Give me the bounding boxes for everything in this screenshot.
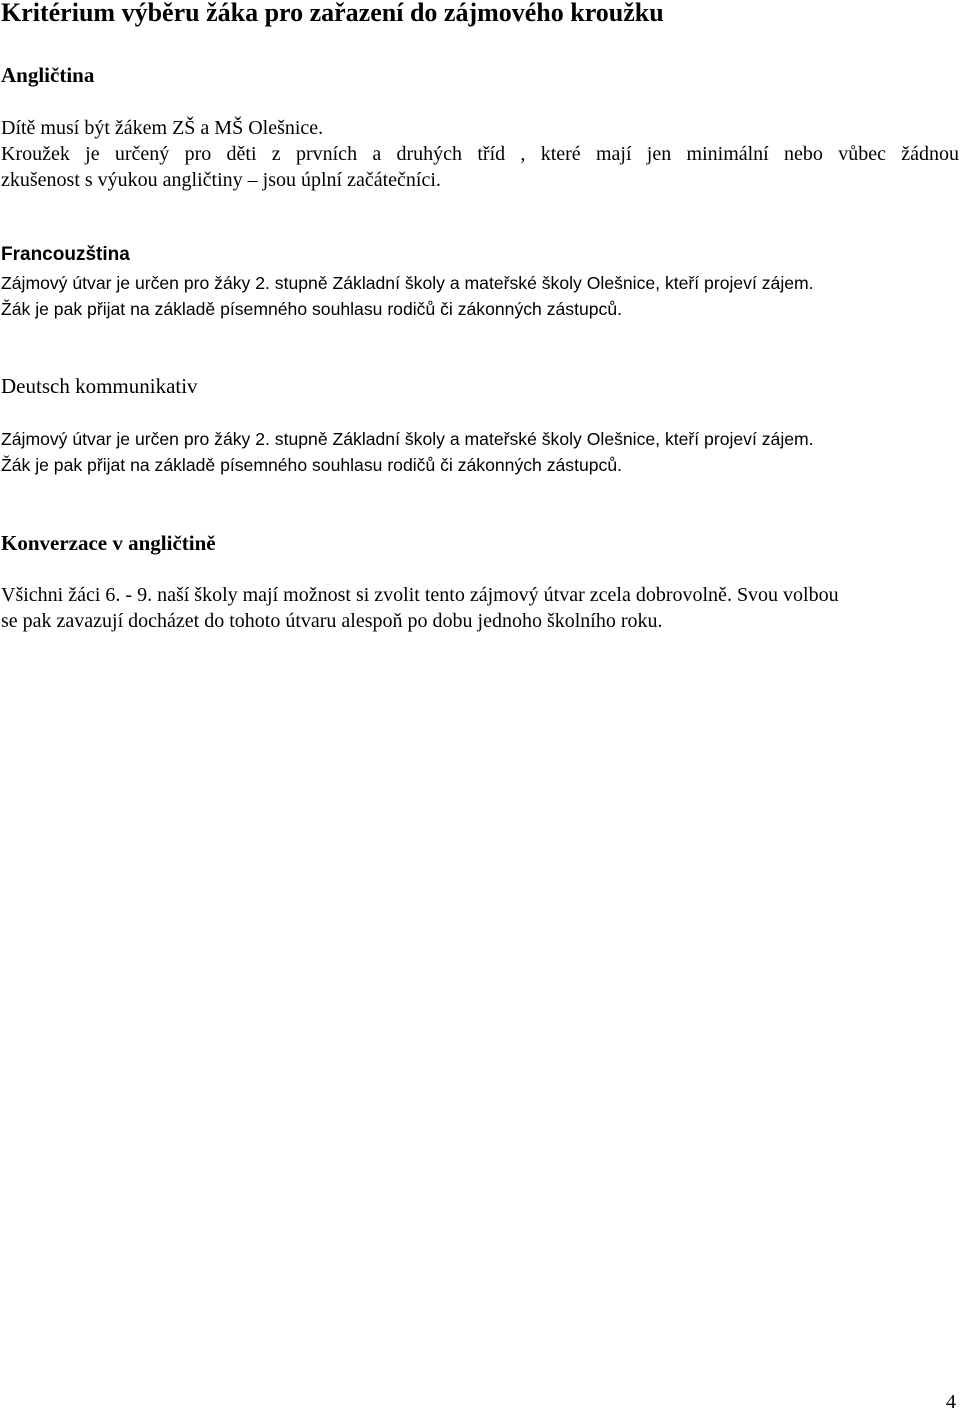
- page-title: Kritérium výběru žáka pro zařazení do zájmového kroužku: [1, 0, 664, 27]
- paragraph-line: Všichni žáci 6. - 9. naší školy mají možnost si zvolit tento zájmový útvar zcela dobrovolně. Svou volbou: [1, 584, 839, 606]
- paragraph-line: Zájmový útvar je určen pro žáky 2. stupně Základní školy a mateřské školy Olešnice, kteří projeví zájem.: [1, 429, 814, 449]
- paragraph-line: zkušenost s výukou angličtiny – jsou úplní začátečníci.: [1, 169, 441, 191]
- section-body-konverzace: [1, 582, 959, 634]
- paragraph-line: Žák je pak přijat na základě písemného souhlasu rodičů či zákonných zástupců.: [1, 455, 623, 475]
- paragraph-line: Žák je pak přijat na základě písemného souhlasu rodičů či zákonných zástupců.: [1, 299, 623, 319]
- section-heading-konverzace: Konverzace v angličtině: [1, 531, 216, 555]
- section-heading-francouzstina: Francouzština: [1, 244, 130, 265]
- page-number: 4: [946, 1391, 956, 1413]
- paragraph-line: Kroužek je určený pro děti z prvních a druhých tříd , které mají jen minimální nebo vůbec žádnou: [1, 143, 959, 165]
- section-body-anglictina: [1, 115, 959, 193]
- section-heading-anglictina: Angličtina: [1, 63, 95, 87]
- section-body-francouzstina: [1, 270, 959, 322]
- paragraph-line: Zájmový útvar je určen pro žáky 2. stupně Základní školy a mateřské školy Olešnice, kteří projeví zájem.: [1, 273, 814, 293]
- paragraph-line: Dítě musí být žákem ZŠ a MŠ Olešnice.: [1, 117, 324, 139]
- section-body-deutsch: [1, 426, 959, 478]
- section-heading-deutsch: Deutsch kommunikativ: [1, 374, 198, 398]
- paragraph-line: se pak zavazují docházet do tohoto útvaru alespoň po dobu jednoho školního roku.: [1, 610, 663, 632]
